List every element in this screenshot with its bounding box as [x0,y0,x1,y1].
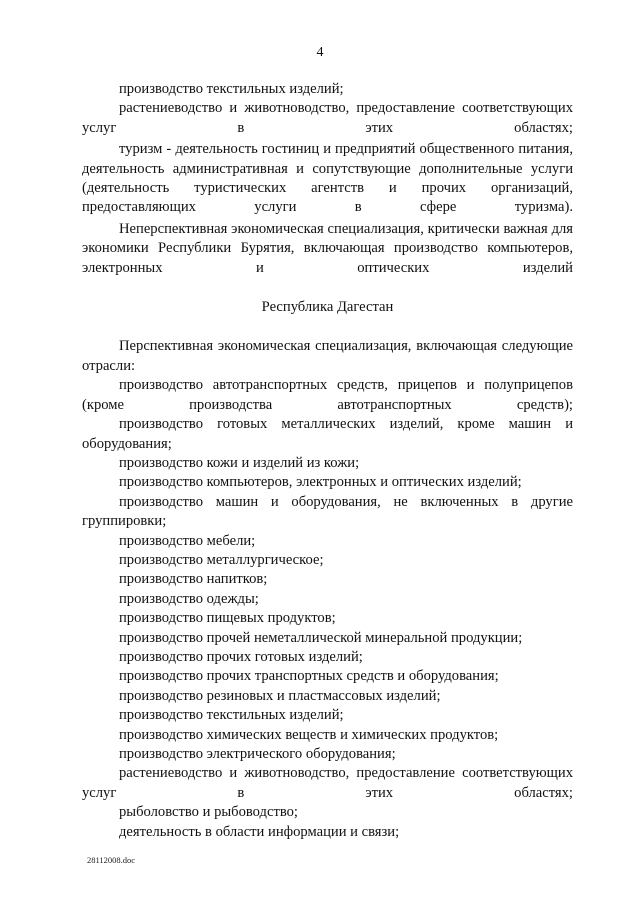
paragraph: производство текстильных изделий; [119,81,344,97]
list-item: производство напитков; [119,571,268,588]
list-item: производство пищевых продуктов; [119,610,336,627]
section-heading: Республика Дагестан [261,299,394,316]
list-item: производство прочей неметаллической минеральной продукции; [119,629,523,646]
list-item: производство компьютеров, электронных и оптических изделий; [119,474,522,491]
list-item: производство резиновых и пластмассовых изделий; [119,687,441,704]
list-item: производство прочих готовых изделий; [119,648,363,665]
list-item: растениеводство и животноводство, предоставление соответствующих услуг в этих областях; [82,765,573,801]
document-body [82,80,573,842]
list-item: производство мебели; [119,532,256,549]
list-item: производство одежды; [119,590,259,607]
paragraph: растениеводство и животноводство, предоставление соответствующих услуг в этих областях; [82,100,573,136]
list-item: рыболовство и рыбоводство; [119,804,298,821]
industry-list [82,376,573,842]
paragraph: Неперспективная экономическая специализация, критически важная для экономики Республики Бурятия, включающая производство компьютеров, электронных и оптических изделий [82,220,573,276]
list-item: деятельность в области информации и связи; [119,823,400,840]
list-item: производство машин и оборудования, не включенных в другие группировки; [82,493,573,530]
list-item: производство металлургическое; [119,551,324,568]
list-item: производство автотранспортных средств, прицепов и полуприцепов (кроме производства автотранспортных средств); [82,377,573,413]
page-number: 4 [316,45,324,60]
list-item: производство кожи и изделий из кожи; [119,454,360,471]
footer-filename: 28112008.doc [87,855,136,865]
list-item: производство электрического оборудования; [119,746,396,762]
list-item: производство химических веществ и химических продуктов; [119,726,499,743]
intro-paragraph: Перспективная экономическая специализация, включающая следующие отрасли: [82,338,573,374]
list-item: производство текстильных изделий; [119,707,344,724]
paragraph: туризм - деятельность гостиниц и предприятий общественного питания, деятельность административная и сопутствующие дополнительные услуги (деятельность туристических агентств и прочих организаций, предоставляющих услуги в сфере туризма). [82,141,573,216]
list-item: производство готовых металлических изделий, кроме машин и оборудования; [82,416,573,452]
list-item: производство прочих транспортных средств и оборудования; [119,668,499,685]
